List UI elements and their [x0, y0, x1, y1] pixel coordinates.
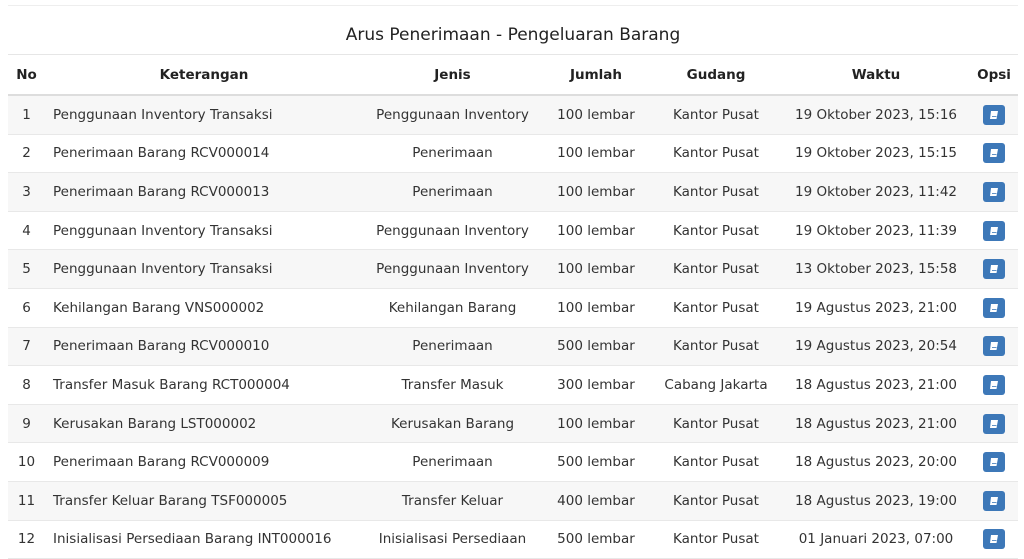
cell-gudang: Kantor Pusat [650, 443, 782, 482]
detail-button[interactable] [983, 375, 1005, 395]
cell-jenis: Penggunaan Inventory [363, 211, 542, 250]
cell-keterangan: Penggunaan Inventory Transaksi [45, 250, 363, 289]
cell-waktu: 19 Oktober 2023, 11:39 [782, 211, 970, 250]
table-row [8, 134, 1018, 173]
detail-button[interactable] [983, 143, 1005, 163]
detail-button[interactable] [983, 298, 1005, 318]
book-icon [989, 380, 999, 390]
cell-keterangan: Penggunaan Inventory Transaksi [45, 95, 363, 134]
table-row [8, 366, 1018, 405]
book-icon [989, 534, 999, 544]
cell-jenis: Penggunaan Inventory [363, 250, 542, 289]
cell-jumlah: 500 lembar [542, 520, 650, 559]
cell-gudang: Kantor Pusat [650, 327, 782, 366]
detail-button[interactable] [983, 336, 1005, 356]
cell-keterangan: Penerimaan Barang RCV000014 [45, 134, 363, 173]
cell-jenis: Penerimaan [363, 173, 542, 212]
cell-jumlah: 100 lembar [542, 250, 650, 289]
cell-gudang: Kantor Pusat [650, 481, 782, 520]
cell-jenis: Kehilangan Barang [363, 288, 542, 327]
table-row [8, 404, 1018, 443]
cell-waktu: 18 Agustus 2023, 19:00 [782, 481, 970, 520]
cell-jenis: Transfer Masuk [363, 366, 542, 405]
table-row [8, 173, 1018, 212]
detail-button[interactable] [983, 221, 1005, 241]
detail-button[interactable] [983, 182, 1005, 202]
cell-opsi [970, 250, 1018, 289]
cell-opsi [970, 95, 1018, 134]
cell-keterangan: Penerimaan Barang RCV000013 [45, 173, 363, 212]
cell-waktu: 18 Agustus 2023, 21:00 [782, 404, 970, 443]
table-row [8, 520, 1018, 559]
book-icon [989, 226, 999, 236]
cell-gudang: Kantor Pusat [650, 404, 782, 443]
cell-opsi [970, 327, 1018, 366]
cell-waktu: 01 Januari 2023, 07:00 [782, 520, 970, 559]
cell-opsi [970, 288, 1018, 327]
cell-gudang: Kantor Pusat [650, 288, 782, 327]
cell-jumlah: 500 lembar [542, 327, 650, 366]
col-gudang[interactable]: Gudang [650, 55, 782, 95]
book-icon [989, 341, 999, 351]
cell-jenis: Inisialisasi Persediaan [363, 520, 542, 559]
cell-waktu: 18 Agustus 2023, 21:00 [782, 366, 970, 405]
cell-no: 6 [8, 288, 45, 327]
table-header [8, 55, 1018, 95]
detail-button[interactable] [983, 452, 1005, 472]
cell-keterangan: Kerusakan Barang LST000002 [45, 404, 363, 443]
cell-opsi [970, 134, 1018, 173]
col-jumlah[interactable]: Jumlah [542, 55, 650, 95]
cell-no: 10 [8, 443, 45, 482]
cell-keterangan: Penerimaan Barang RCV000009 [45, 443, 363, 482]
col-opsi: Opsi [970, 55, 1018, 95]
cell-waktu: 19 Oktober 2023, 15:15 [782, 134, 970, 173]
cell-no: 11 [8, 481, 45, 520]
book-icon [989, 148, 999, 158]
stock-flow-table [8, 55, 1018, 559]
cell-jenis: Penerimaan [363, 134, 542, 173]
book-icon [989, 496, 999, 506]
cell-no: 3 [8, 173, 45, 212]
cell-keterangan: Transfer Masuk Barang RCT000004 [45, 366, 363, 405]
cell-opsi [970, 366, 1018, 405]
cell-gudang: Kantor Pusat [650, 134, 782, 173]
book-icon [989, 264, 999, 274]
cell-waktu: 18 Agustus 2023, 20:00 [782, 443, 970, 482]
cell-waktu: 13 Oktober 2023, 15:58 [782, 250, 970, 289]
table-row [8, 250, 1018, 289]
book-icon [989, 303, 999, 313]
cell-gudang: Cabang Jakarta [650, 366, 782, 405]
detail-button[interactable] [983, 414, 1005, 434]
book-icon [989, 187, 999, 197]
cell-gudang: Kantor Pusat [650, 173, 782, 212]
cell-no: 12 [8, 520, 45, 559]
cell-keterangan: Inisialisasi Persediaan Barang INT000016 [45, 520, 363, 559]
cell-gudang: Kantor Pusat [650, 520, 782, 559]
cell-no: 9 [8, 404, 45, 443]
col-keterangan[interactable]: Keterangan [45, 55, 363, 95]
cell-opsi [970, 520, 1018, 559]
cell-opsi [970, 481, 1018, 520]
cell-no: 5 [8, 250, 45, 289]
cell-keterangan: Kehilangan Barang VNS000002 [45, 288, 363, 327]
cell-waktu: 19 Agustus 2023, 20:54 [782, 327, 970, 366]
cell-gudang: Kantor Pusat [650, 95, 782, 134]
cell-jumlah: 100 lembar [542, 211, 650, 250]
cell-jumlah: 500 lembar [542, 443, 650, 482]
cell-waktu: 19 Agustus 2023, 21:00 [782, 288, 970, 327]
table-row [8, 327, 1018, 366]
book-icon [989, 419, 999, 429]
cell-jumlah: 300 lembar [542, 366, 650, 405]
cell-jenis: Kerusakan Barang [363, 404, 542, 443]
cell-opsi [970, 211, 1018, 250]
cell-no: 2 [8, 134, 45, 173]
cell-no: 4 [8, 211, 45, 250]
col-no[interactable]: No [8, 55, 45, 95]
cell-opsi [970, 443, 1018, 482]
cell-keterangan: Transfer Keluar Barang TSF000005 [45, 481, 363, 520]
book-icon [989, 457, 999, 467]
cell-jenis: Penerimaan [363, 443, 542, 482]
detail-button[interactable] [983, 259, 1005, 279]
detail-button[interactable] [983, 529, 1005, 549]
cell-opsi [970, 173, 1018, 212]
cell-jenis: Penggunaan Inventory [363, 95, 542, 134]
cell-jumlah: 100 lembar [542, 173, 650, 212]
cell-jenis: Penerimaan [363, 327, 542, 366]
table-row [8, 211, 1018, 250]
table-row [8, 443, 1018, 482]
cell-no: 1 [8, 95, 45, 134]
page-title: Arus Penerimaan - Pengeluaran Barang [8, 6, 1018, 55]
table-row [8, 95, 1018, 134]
col-waktu[interactable]: Waktu [782, 55, 970, 95]
cell-jumlah: 100 lembar [542, 134, 650, 173]
cell-jumlah: 100 lembar [542, 404, 650, 443]
table-row [8, 481, 1018, 520]
table-row [8, 288, 1018, 327]
col-jenis[interactable]: Jenis [363, 55, 542, 95]
cell-keterangan: Penggunaan Inventory Transaksi [45, 211, 363, 250]
detail-button[interactable] [983, 105, 1005, 125]
cell-no: 8 [8, 366, 45, 405]
cell-keterangan: Penerimaan Barang RCV000010 [45, 327, 363, 366]
cell-gudang: Kantor Pusat [650, 250, 782, 289]
cell-jumlah: 400 lembar [542, 481, 650, 520]
cell-jenis: Transfer Keluar [363, 481, 542, 520]
cell-jumlah: 100 lembar [542, 288, 650, 327]
cell-opsi [970, 404, 1018, 443]
book-icon [989, 110, 999, 120]
cell-jumlah: 100 lembar [542, 95, 650, 134]
cell-waktu: 19 Oktober 2023, 15:16 [782, 95, 970, 134]
cell-waktu: 19 Oktober 2023, 11:42 [782, 173, 970, 212]
stock-flow-panel [8, 0, 1018, 559]
cell-no: 7 [8, 327, 45, 366]
cell-gudang: Kantor Pusat [650, 211, 782, 250]
detail-button[interactable] [983, 491, 1005, 511]
